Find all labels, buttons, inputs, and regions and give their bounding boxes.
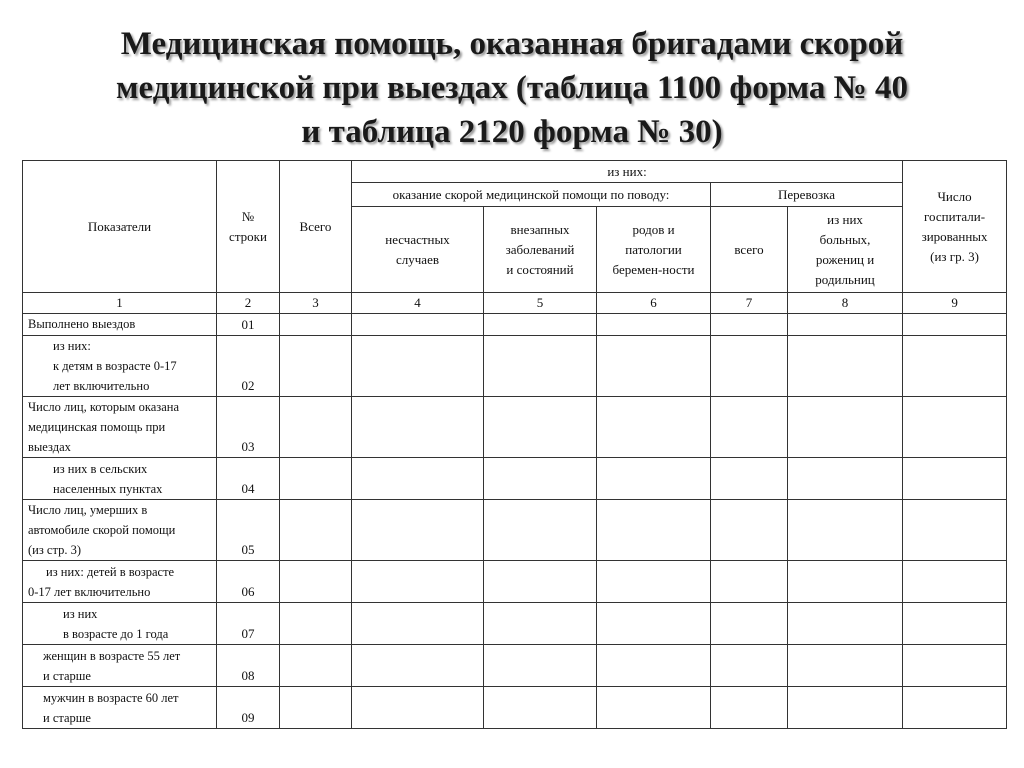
header-care-reason: оказание скорой медицинской помощи по поводу:	[352, 183, 711, 207]
row-label-line: Число лиц, умерших в	[28, 503, 148, 517]
table-row	[23, 645, 1007, 687]
table-cell[interactable]	[903, 645, 1007, 687]
table-cell[interactable]	[903, 314, 1007, 336]
row-label	[23, 645, 217, 687]
table-cell[interactable]	[597, 314, 711, 336]
table-cell[interactable]	[484, 645, 597, 687]
table-cell[interactable]	[352, 314, 484, 336]
row-label-line: 0-17 лет включительно	[28, 584, 151, 599]
header-total: Всего	[280, 161, 352, 293]
medical-care-table	[22, 160, 1007, 729]
row-label-line: (из стр. 3)	[28, 543, 81, 557]
table-cell[interactable]	[903, 687, 1007, 729]
table-cell[interactable]	[711, 397, 788, 458]
table-cell[interactable]	[352, 397, 484, 458]
table-cell[interactable]	[484, 314, 597, 336]
header-transport-sub-line-2: больных,	[819, 231, 871, 247]
row-label-line: мужчин в возрасте 60 лет	[43, 690, 179, 705]
table-cell[interactable]	[788, 603, 903, 645]
table-row	[23, 397, 1007, 458]
row-label-line: медицинская помощь при	[28, 420, 166, 434]
table-cell[interactable]	[484, 397, 597, 458]
row-code: 08	[217, 645, 280, 687]
header-sudden-line-1: внезапных	[510, 221, 570, 237]
header-of-them: из них:	[352, 161, 903, 183]
header-transport-sub	[788, 207, 903, 293]
table-cell[interactable]	[352, 458, 484, 500]
table-cell[interactable]	[788, 314, 903, 336]
row-label-line: из них в сельских	[53, 461, 148, 476]
table-cell[interactable]	[484, 561, 597, 603]
table-cell[interactable]	[788, 687, 903, 729]
row-label-line: в возрасте до 1 года	[63, 626, 169, 641]
row-label	[23, 314, 217, 336]
table-cell[interactable]	[352, 336, 484, 397]
row-code: 05	[217, 500, 280, 561]
page-title	[20, 22, 1004, 154]
row-label-line: населенных пунктах	[53, 481, 163, 496]
row-code: 06	[217, 561, 280, 603]
row-code: 02	[217, 336, 280, 397]
table-row	[23, 687, 1007, 729]
header-row-number-line-1: №	[241, 208, 255, 224]
table-cell[interactable]	[711, 603, 788, 645]
column-number: 9	[903, 293, 1007, 314]
header-hospitalized-line-4: (из гр. 3)	[930, 248, 979, 264]
header-transport-sub-line-3: рожениц и	[815, 251, 875, 267]
table-cell[interactable]	[280, 314, 352, 336]
column-number: 1	[23, 293, 217, 314]
column-number: 2	[217, 293, 280, 314]
column-numbers-row	[23, 293, 1007, 314]
header-accidents-line-1: несчастных	[385, 231, 450, 247]
table-cell[interactable]	[597, 500, 711, 561]
table-cell[interactable]	[903, 458, 1007, 500]
table-cell[interactable]	[280, 561, 352, 603]
row-code: 07	[217, 603, 280, 645]
table-cell[interactable]	[711, 458, 788, 500]
table-cell[interactable]	[280, 336, 352, 397]
header-births	[597, 207, 711, 293]
table-cell[interactable]	[711, 645, 788, 687]
table-cell[interactable]	[280, 397, 352, 458]
table-cell[interactable]	[903, 603, 1007, 645]
table-cell[interactable]	[711, 500, 788, 561]
row-label	[23, 500, 217, 561]
row-code: 03	[217, 397, 280, 458]
row-label-line: из них:	[53, 339, 91, 353]
table-cell[interactable]	[484, 458, 597, 500]
header-row-number	[217, 161, 280, 293]
table-cell[interactable]	[903, 397, 1007, 458]
table-cell[interactable]	[711, 687, 788, 729]
table-cell[interactable]	[903, 336, 1007, 397]
row-label-line: и старше	[43, 710, 91, 725]
table-cell[interactable]	[597, 561, 711, 603]
table-cell[interactable]	[711, 336, 788, 397]
column-number: 7	[711, 293, 788, 314]
row-label-line: из них	[63, 606, 98, 621]
header-transport-sub-line-1: из них	[827, 211, 863, 227]
header-sudden-illness	[484, 207, 597, 293]
header-sudden-line-3: и состояний	[506, 261, 574, 277]
table-cell[interactable]	[711, 561, 788, 603]
table-cell[interactable]	[788, 336, 903, 397]
row-label	[23, 561, 217, 603]
title-line-3: и таблица 2120 форма № 30)	[301, 114, 723, 150]
table-cell[interactable]	[788, 458, 903, 500]
header-accidents	[352, 207, 484, 293]
table-cell[interactable]	[280, 645, 352, 687]
table-cell[interactable]	[280, 458, 352, 500]
header-births-line-1: родов и	[632, 221, 675, 237]
table-row	[23, 458, 1007, 500]
table-row	[23, 603, 1007, 645]
table-cell[interactable]	[788, 397, 903, 458]
column-number: 3	[280, 293, 352, 314]
table-cell[interactable]	[484, 687, 597, 729]
table-cell[interactable]	[597, 645, 711, 687]
column-number: 4	[352, 293, 484, 314]
column-number: 5	[484, 293, 597, 314]
table-cell[interactable]	[597, 458, 711, 500]
table-cell[interactable]	[597, 397, 711, 458]
table-cell[interactable]	[484, 336, 597, 397]
table-row	[23, 314, 1007, 336]
row-label	[23, 397, 217, 458]
table-cell[interactable]	[484, 603, 597, 645]
header-hospitalized-line-1: Число	[937, 188, 972, 204]
table-cell[interactable]	[903, 561, 1007, 603]
table-cell[interactable]	[903, 500, 1007, 561]
table-row	[23, 561, 1007, 603]
header-hospitalized	[903, 161, 1007, 293]
title-line-1: Медицинская помощь, оказанная бригадами скорой	[120, 26, 904, 62]
row-label	[23, 336, 217, 397]
table-cell[interactable]	[352, 561, 484, 603]
header-transport-sub-line-4: родильниц	[815, 271, 875, 287]
table-cell[interactable]	[788, 561, 903, 603]
row-label-line: автомобиле скорой помощи	[28, 523, 176, 537]
header-indicators: Показатели	[23, 161, 217, 293]
header-births-line-2: патологии	[625, 241, 682, 257]
table-cell[interactable]	[484, 500, 597, 561]
row-label-line: выездах	[28, 440, 71, 454]
row-label-line: женщин в возрасте 55 лет	[43, 648, 181, 663]
table-cell[interactable]	[597, 336, 711, 397]
row-code: 01	[217, 314, 280, 336]
row-label-line: Число лиц, которым оказана	[28, 400, 180, 414]
row-label-line: Выполнено выездов	[28, 317, 136, 331]
table-cell[interactable]	[352, 603, 484, 645]
row-label-line: из них: детей в возрасте	[46, 564, 175, 579]
row-label-line: и старше	[43, 668, 91, 683]
table-cell[interactable]	[597, 687, 711, 729]
header-accidents-line-2: случаев	[396, 251, 439, 267]
row-label	[23, 687, 217, 729]
table-cell[interactable]	[788, 500, 903, 561]
table-cell[interactable]	[352, 500, 484, 561]
table-cell[interactable]	[280, 603, 352, 645]
header-hospitalized-line-2: госпитали-	[924, 208, 986, 224]
table-cell[interactable]	[280, 687, 352, 729]
table-row	[23, 336, 1007, 397]
header-transport-all: всего	[711, 207, 788, 293]
header-row-number-line-2: строки	[229, 228, 267, 244]
table-cell[interactable]	[352, 687, 484, 729]
row-code: 09	[217, 687, 280, 729]
header-births-line-3: беремен-ности	[612, 261, 695, 277]
table-row	[23, 500, 1007, 561]
table-cell[interactable]	[352, 645, 484, 687]
title-line-2: медицинской при выездах (таблица 1100 форма № 40	[116, 70, 908, 106]
table-cell[interactable]	[597, 603, 711, 645]
row-label-line: к детям в возрасте 0-17	[53, 359, 177, 373]
row-code: 04	[217, 458, 280, 500]
row-label	[23, 603, 217, 645]
row-label-line: лет включительно	[53, 379, 150, 393]
table-cell[interactable]	[280, 500, 352, 561]
row-label	[23, 458, 217, 500]
table-cell[interactable]	[788, 645, 903, 687]
header-transport: Перевозка	[711, 183, 903, 207]
header-hospitalized-line-3: зированных	[921, 228, 988, 244]
table-cell[interactable]	[711, 314, 788, 336]
header-sudden-line-2: заболеваний	[505, 241, 575, 257]
column-number: 8	[788, 293, 903, 314]
column-number: 6	[597, 293, 711, 314]
